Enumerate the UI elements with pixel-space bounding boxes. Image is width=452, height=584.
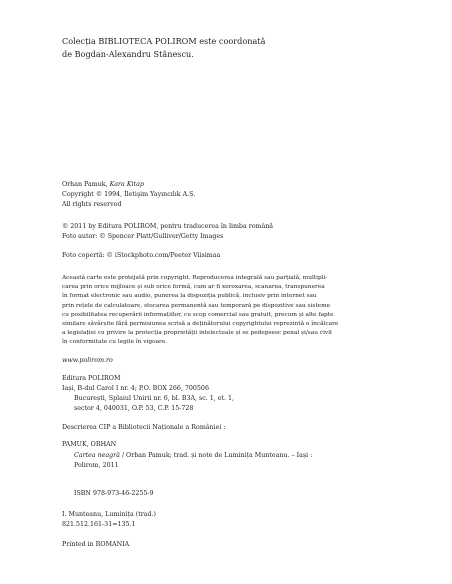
series-line-2: de Bogdan-Alexandru Stănescu. — [62, 49, 194, 59]
original-author-title — [62, 180, 392, 190]
cip-entry-line-2: Polirom, 2011 — [74, 461, 119, 469]
legal-notice — [62, 274, 402, 348]
legal-line: carea prin orice mijloace și sub orice formă, cum ar fi xeroxarea, scanarea, transpunerea — [62, 284, 325, 291]
publisher-address — [62, 374, 392, 414]
original-title: Kara Kitap — [109, 181, 144, 188]
legal-line: Această carte este protejată prin copyright. Reproducerea integrală sau parțială, multipli- — [62, 275, 328, 281]
isbn-block — [62, 489, 392, 499]
cip-entry — [62, 451, 392, 461]
cip-heading: Descrierea CIP a Bibliotecii Naționale a României : — [62, 424, 226, 431]
series-note — [62, 35, 392, 61]
udc-code: 821.512.161-31=135.1 — [62, 521, 136, 529]
classification-block — [62, 510, 392, 530]
legal-line: cu posibilitatea recuperării informațiilor, cu scop comercial sau gratuit, precum și alte fapte — [62, 311, 334, 318]
translator-entry: I. Munteanu, Luminița (trad.) — [62, 511, 156, 518]
publisher-address-line: București, Splaiul Unirii nr. 6, bl. B3A, sc. 1, et. 1, — [74, 395, 235, 403]
cover-photo-credit-block — [62, 251, 392, 261]
legal-line: în format electronic sau audio, punerea la dispoziția publică, inclusiv prin internet sau — [62, 293, 317, 300]
photo-cover-credit: Foto copertă: © iStockphoto.com/Peeter Viisimaa — [62, 252, 221, 259]
publisher-address-line: sector 4, 040031, O.P. 53, C.P. 15-728 — [74, 405, 194, 413]
original-author: Orhan Pamuk, — [62, 181, 110, 188]
legal-line: similare săvârșite fără permisiunea scrisă a deținătorului copyrightului reprezintă o încălcare — [62, 321, 339, 328]
edition-copyright-line: © 2011 by Editura POLIROM, pentru traducerea în limba română — [62, 223, 274, 230]
cip-author-name: PAMUK, ORHAN — [62, 441, 117, 449]
legal-line: în conformitate cu legile în vigoare. — [62, 339, 168, 346]
publisher-website: www.polirom.ro — [62, 357, 113, 364]
legal-line: prin rețele de calculatoare, stocarea permanentă sau temporară pe dispozitive sau sisteme — [62, 302, 331, 309]
cip-entry-rest: / Orhan Pamuk; trad. și note de Luminița Munteanu. – Iași : — [119, 451, 313, 459]
cip-work-title: Cartea neagră — [74, 451, 120, 459]
original-copyright-line: Copyright © 1994, İletişim Yayıncılık A.Ș. — [62, 191, 196, 199]
rights-reserved: All rights reserved — [62, 201, 122, 209]
original-copyright — [62, 180, 392, 211]
cip-record — [62, 423, 392, 471]
isbn-number: ISBN 978-973-46-2255-9 — [74, 490, 154, 497]
publisher-address-line: Iași, B-dul Carol I nr. 4; P.O. BOX 266, 700506 — [62, 385, 209, 393]
publisher-name: Editura POLIROM — [62, 375, 121, 382]
printed-in: Printed in ROMANIA — [62, 541, 130, 548]
legal-line: a legislației cu privire la protecția proprietății intelectuale și se pedepsesc penal și/sau civil — [62, 330, 332, 337]
photo-author-credit: Foto autor: © Spencer Platt/Gulliver/Getty Images — [62, 233, 224, 241]
series-line-1: Colecția BIBLIOTECA POLIROM este coordonată — [62, 36, 266, 46]
edition-copyright — [62, 222, 392, 242]
